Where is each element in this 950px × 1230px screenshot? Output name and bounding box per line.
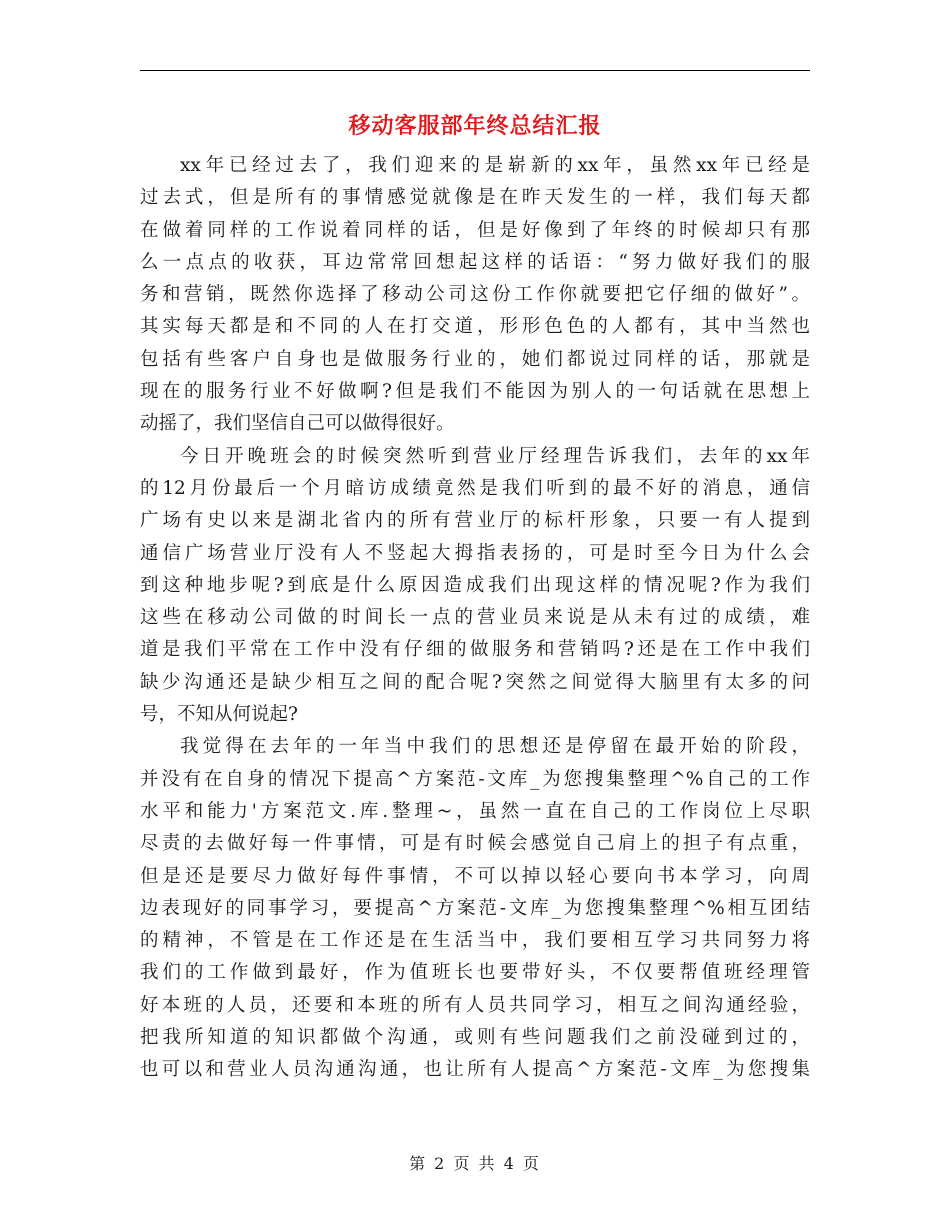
text-line: 的精神，不管是在工作还是在生活当中，我们要相互学习共同努力将 bbox=[140, 930, 810, 952]
text-line: 我觉得在去年的一年当中我们的思想还是停留在最开始的阶段， bbox=[180, 736, 810, 758]
text-line: 在做着同样的工作说着同样的话，但是好像到了年终的时候却只有那 bbox=[140, 219, 810, 241]
text-line: 现在的服务行业不好做啊?但是我们不能因为别人的一句话就在思想上 bbox=[140, 381, 810, 403]
paragraph bbox=[140, 441, 810, 732]
text-line: 缺少沟通还是缺少相互之间的配合呢?突然之间觉得大脑里有太多的问 bbox=[140, 671, 810, 693]
text-line: 这些在移动公司做的时间长一点的营业员来说是从未有过的成绩，难 bbox=[140, 607, 810, 629]
text-line: 边表现好的同事学习，要提高^方案范-文库_为您搜集整理^%相互团结 bbox=[140, 897, 810, 919]
text-line: 今日开晚班会的时候突然听到营业厅经理告诉我们，去年的xx年 bbox=[180, 445, 810, 467]
text-line: 水平和能力'方案范文.库.整理~，虽然一直在自己的工作岗位上尽职 bbox=[140, 800, 810, 822]
text-line: 尽责的去做好每一件事情，可是有时候会感觉自己肩上的担子有点重， bbox=[140, 833, 810, 855]
text-line: xx年已经过去了，我们迎来的是崭新的xx年，虽然xx年已经是 bbox=[180, 155, 810, 176]
text-line: 其实每天都是和不同的人在打交道，形形色色的人都有，其中当然也 bbox=[140, 316, 810, 338]
text-line: 么一点点的收获，耳边常常回想起这样的话语：“努力做好我们的服 bbox=[140, 251, 810, 273]
text-line: 把我所知道的知识都做个沟通，或则有些问题我们之前没碰到过的， bbox=[140, 1027, 810, 1049]
text-line: 广场有史以来是湖北省内的所有营业厅的标杆形象，只要一有人提到 bbox=[140, 510, 810, 532]
text-line: 我们的工作做到最好，作为值班长也要带好头，不仅要帮值班经理管 bbox=[140, 962, 810, 984]
text-line: 并没有在自身的情况下提高^方案范-文库_为您搜集整理^%自己的工作 bbox=[140, 768, 810, 790]
document-body bbox=[140, 150, 810, 1087]
text-line: 通信广场营业厅没有人不竖起大拇指表扬的，可是时至今日为什么会 bbox=[140, 542, 810, 564]
page-number: 第 2 页 共 4 页 bbox=[409, 1154, 541, 1173]
header-rule bbox=[140, 70, 810, 71]
text-line: 到这种地步呢?到底是什么原因造成我们出现这样的情况呢?作为我们 bbox=[140, 574, 810, 596]
text-line: 也可以和营业人员沟通沟通，也让所有人提高^方案范-文库_为您搜集 bbox=[140, 1059, 810, 1081]
text-line: 的12月份最后一个月暗访成绩竟然是我们听到的最不好的消息，通信 bbox=[140, 477, 810, 499]
paragraph bbox=[140, 731, 810, 1086]
text-line: 号，不知从何说起? bbox=[140, 704, 298, 726]
text-line: 道是我们平常在工作中没有仔细的做服务和营销吗?还是在工作中我们 bbox=[140, 639, 810, 661]
text-line: 过去式，但是所有的事情感觉就像是在昨天发生的一样，我们每天都 bbox=[140, 187, 810, 209]
document-title: 移动客服部年终总结汇报 bbox=[348, 113, 602, 139]
text-line: 好本班的人员，还要和本班的所有人员共同学习，相互之间沟通经验， bbox=[140, 994, 810, 1016]
text-line: 务和营销，既然你选择了移动公司这份工作你就要把它仔细的做好”。 bbox=[140, 284, 810, 306]
text-line: 包括有些客户自身也是做服务行业的，她们都说过同样的话，那就是 bbox=[140, 348, 810, 370]
paragraph bbox=[140, 150, 810, 441]
text-line: 但是还是要尽力做好每件事情，不可以掉以轻心要向书本学习，向周 bbox=[140, 865, 810, 887]
text-line: 动摇了，我们坚信自己可以做得很好。 bbox=[140, 413, 455, 435]
